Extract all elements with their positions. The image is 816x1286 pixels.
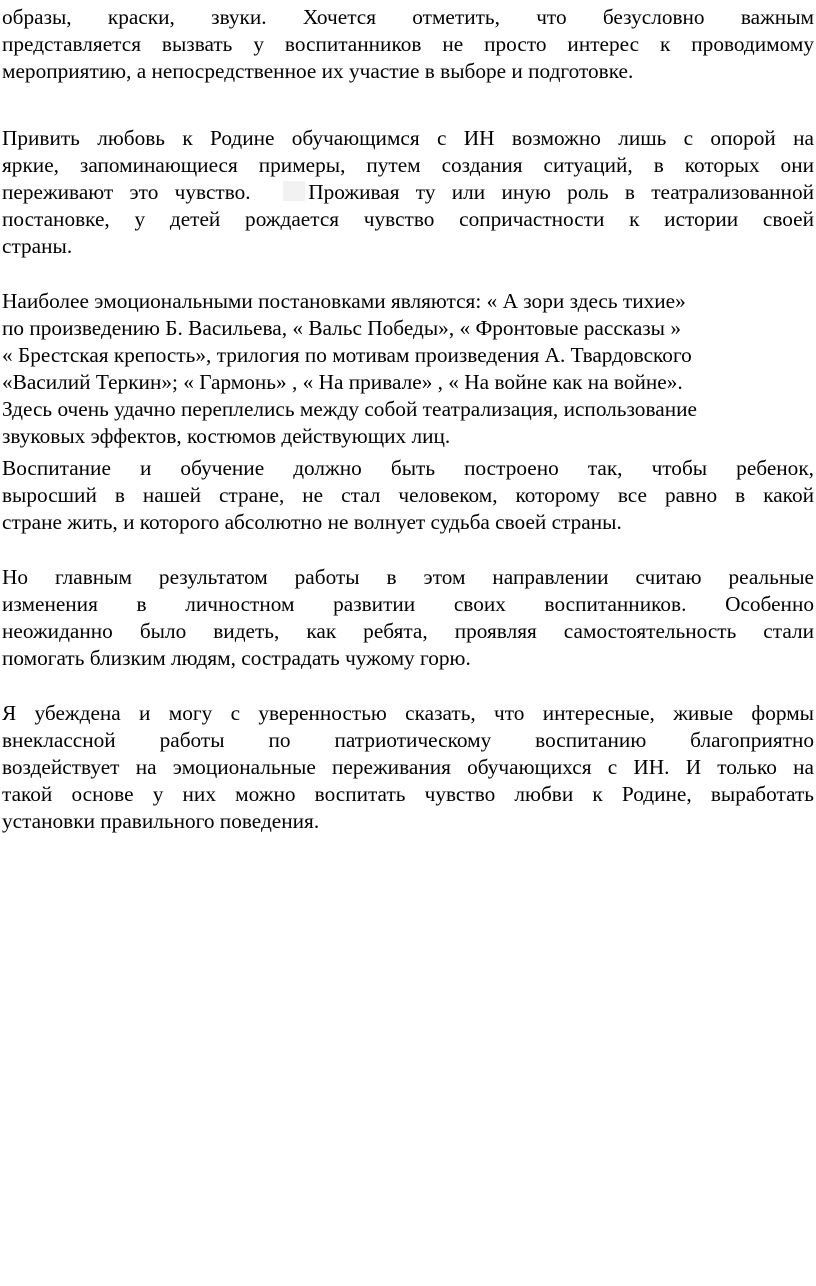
paragraph-3-line-5: Здесь очень удачно переплелись между собой театрализация, использование	[2, 397, 697, 421]
paragraph-1-line-3: мероприятию, а непосредственное их участие в выборе и подготовке.	[2, 59, 634, 83]
paragraph-3-line-2: по произведению Б. Васильева, « Вальс Победы», « Фронтовые рассказы »	[2, 316, 681, 340]
paragraph-6-line-5: установки правильного поведения.	[2, 809, 320, 833]
paragraph-2-line-5: страны.	[2, 234, 73, 258]
paragraph-6-line-4: такой основе у них можно воспитать чувство любви к Родине, выработать	[2, 782, 814, 806]
paragraph-5-line-2: изменения в личностном развитии своих воспитанников. Особенно	[2, 592, 814, 616]
paragraph-6-line-2: внеклассной работы по патриотическому воспитанию благоприятно	[2, 728, 814, 752]
paragraph-4-line-2: выросший в нашей стране, не стал человеком, которому все равно в какой	[2, 483, 814, 507]
paragraph-2-line-4: постановке, у детей рождается чувство сопричастности к истории своей	[2, 207, 814, 231]
paragraph-5	[2, 564, 814, 672]
highlight-mark	[283, 181, 305, 201]
paragraph-3-line-6: звуковых эффектов, костюмов действующих лиц.	[2, 424, 451, 448]
paragraph-4	[2, 455, 814, 536]
paragraph-2-line-3	[2, 179, 814, 206]
paragraph-1-line-2: представляется вызвать у воспитанников не просто интерес к проводимому	[2, 32, 814, 56]
paragraph-1-line-1: образы, краски, звуки. Хочется отметить, что безусловно важным	[2, 5, 814, 29]
paragraph-6-line-3: воздействует на эмоциональные переживания обучающихся с ИН. И только на	[2, 755, 814, 779]
paragraph-3-line-3: « Брестская крепость», трилогия по мотивам произведения А. Твардовского	[2, 343, 692, 367]
paragraph-2	[2, 125, 814, 260]
paragraph-6	[2, 700, 814, 835]
paragraph-5-line-3: неожиданно было видеть, как ребята, проявляя самостоятельность стали	[2, 619, 814, 643]
paragraph-3	[2, 288, 814, 450]
paragraph-5-line-1: Но главным результатом работы в этом направлении считаю реальные	[2, 565, 814, 589]
paragraph-2-line-1: Привить любовь к Родине обучающимся с ИН возможно лишь с опорой на	[2, 126, 814, 150]
paragraph-2-line-3-start: переживают это чувство.	[2, 180, 251, 204]
paragraph-4-line-3: стране жить, и которого абсолютно не волнует судьба своей страны.	[2, 510, 622, 534]
paragraph-5-line-4: помогать близким людям, сострадать чужому горю.	[2, 646, 471, 670]
paragraph-4-line-1: Воспитание и обучение должно быть построено так, чтобы ребенок,	[2, 456, 814, 480]
paragraph-3-line-4: «Василий Теркин»; « Гармонь» , « На привале» , « На войне как на войне».	[2, 370, 683, 394]
paragraph-6-line-1: Я убеждена и могу с уверенностью сказать, что интересные, живые формы	[2, 701, 814, 725]
paragraph-3-line-1: Наиболее эмоциональными постановками являются: « А зори здесь тихие»	[2, 289, 686, 313]
paragraph-2-line-3-end: Проживая ту или иную роль в театрализованной	[308, 180, 814, 204]
paragraph-2-line-2: яркие, запоминающиеся примеры, путем создания ситуаций, в которых они	[2, 153, 814, 177]
paragraph-1	[2, 4, 814, 85]
